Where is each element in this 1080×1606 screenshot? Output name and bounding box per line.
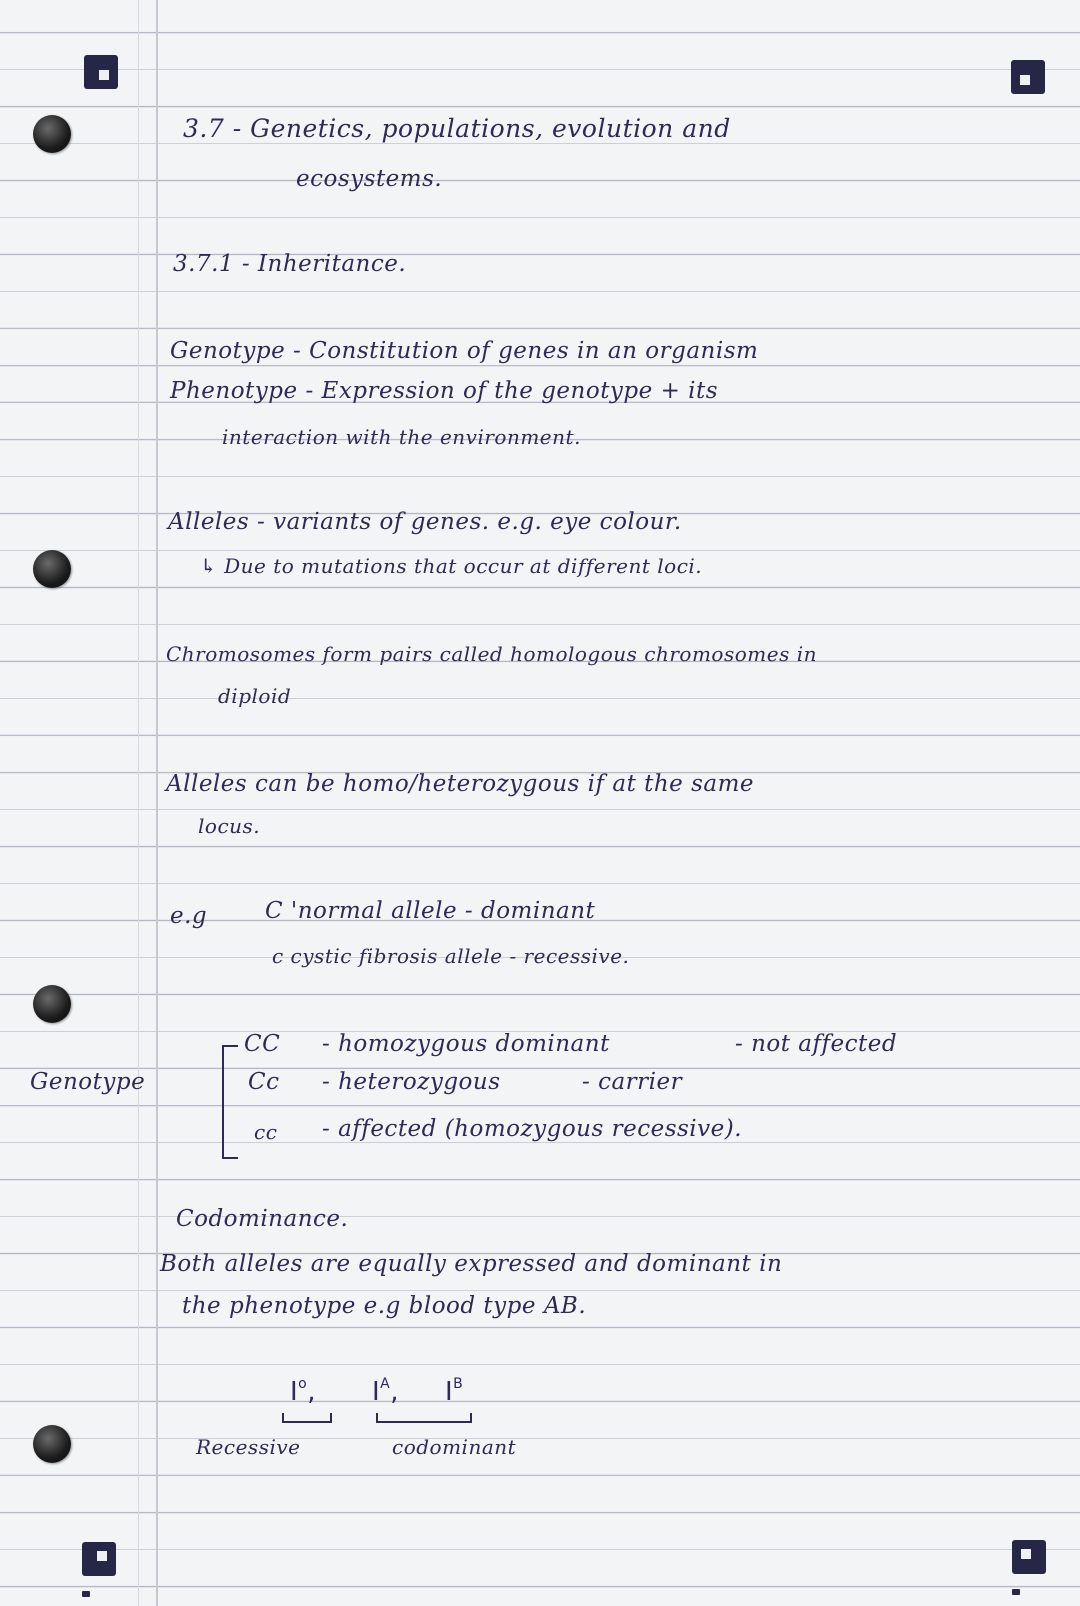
genotype-code: cc <box>254 1120 278 1144</box>
recessive-underbrace <box>282 1413 332 1423</box>
blood-allele-o: $I^o$, <box>290 1376 317 1407</box>
chromosomes-line-1: Chromosomes form pairs called homologous chromosomes in <box>166 642 817 666</box>
punch-hole <box>33 550 71 588</box>
genotype-code: CC <box>244 1031 281 1057</box>
margin-line-inner <box>138 0 139 1606</box>
corner-marker-dots-icon <box>82 1582 116 1588</box>
recessive-label: Recessive <box>196 1435 301 1459</box>
alleles-note: ↳ Due to mutations that occur at different loci. <box>200 554 703 578</box>
corner-marker-icon <box>1012 1540 1046 1574</box>
corner-marker-icon <box>1011 60 1045 94</box>
heading-line-1: 3.7 - Genetics, populations, evolution and <box>183 114 731 143</box>
genotype-note: - not affected <box>735 1031 898 1057</box>
punch-hole <box>33 985 71 1023</box>
punch-hole <box>33 115 71 153</box>
example-line-1: C 'normal allele - dominant <box>265 898 596 924</box>
phenotype-definition-line-2: interaction with the environment. <box>222 425 581 449</box>
genotype-description: - heterozygous <box>322 1069 501 1095</box>
corner-marker-dots-icon <box>1012 1580 1046 1586</box>
genotype-bracket <box>222 1045 238 1159</box>
genotype-label: Genotype <box>30 1069 146 1095</box>
example-line-2: c cystic fibrosis allele - recessive. <box>272 944 630 968</box>
genotype-description: - homozygous dominant <box>322 1031 610 1057</box>
heading-line-2: ecosystems. <box>296 166 443 192</box>
example-prefix: e.g <box>170 903 208 929</box>
corner-marker-icon <box>82 1542 116 1576</box>
genotype-description: - affected (homozygous recessive). <box>322 1116 743 1142</box>
zygous-line-1: Alleles can be homo/heterozygous if at the same <box>166 771 755 797</box>
blood-allele-a: $I^A$, <box>372 1376 400 1407</box>
punch-hole <box>33 1425 71 1463</box>
genotype-definition: Genotype - Constitution of genes in an organism <box>170 338 759 364</box>
codominance-line-1: Both alleles are equally expressed and dominant in <box>160 1251 783 1277</box>
codominant-label: codominant <box>392 1435 517 1459</box>
corner-marker-icon <box>84 55 118 89</box>
chromosomes-line-2: diploid <box>218 684 292 708</box>
alleles-definition: Alleles - variants of genes. e.g. eye colour. <box>168 509 682 535</box>
codominance-line-2: the phenotype e.g blood type AB. <box>182 1293 587 1319</box>
genotype-code: Cc <box>248 1069 280 1095</box>
margin-line <box>156 0 158 1606</box>
zygous-line-2: locus. <box>198 814 261 838</box>
blood-allele-b: $I^B$ <box>445 1376 464 1407</box>
phenotype-definition-line-1: Phenotype - Expression of the genotype + its <box>170 378 719 404</box>
subheading: 3.7.1 - Inheritance. <box>173 251 407 277</box>
codominance-title: Codominance. <box>176 1206 349 1232</box>
genotype-note: - carrier <box>582 1069 683 1095</box>
codominant-underbrace <box>376 1413 472 1423</box>
